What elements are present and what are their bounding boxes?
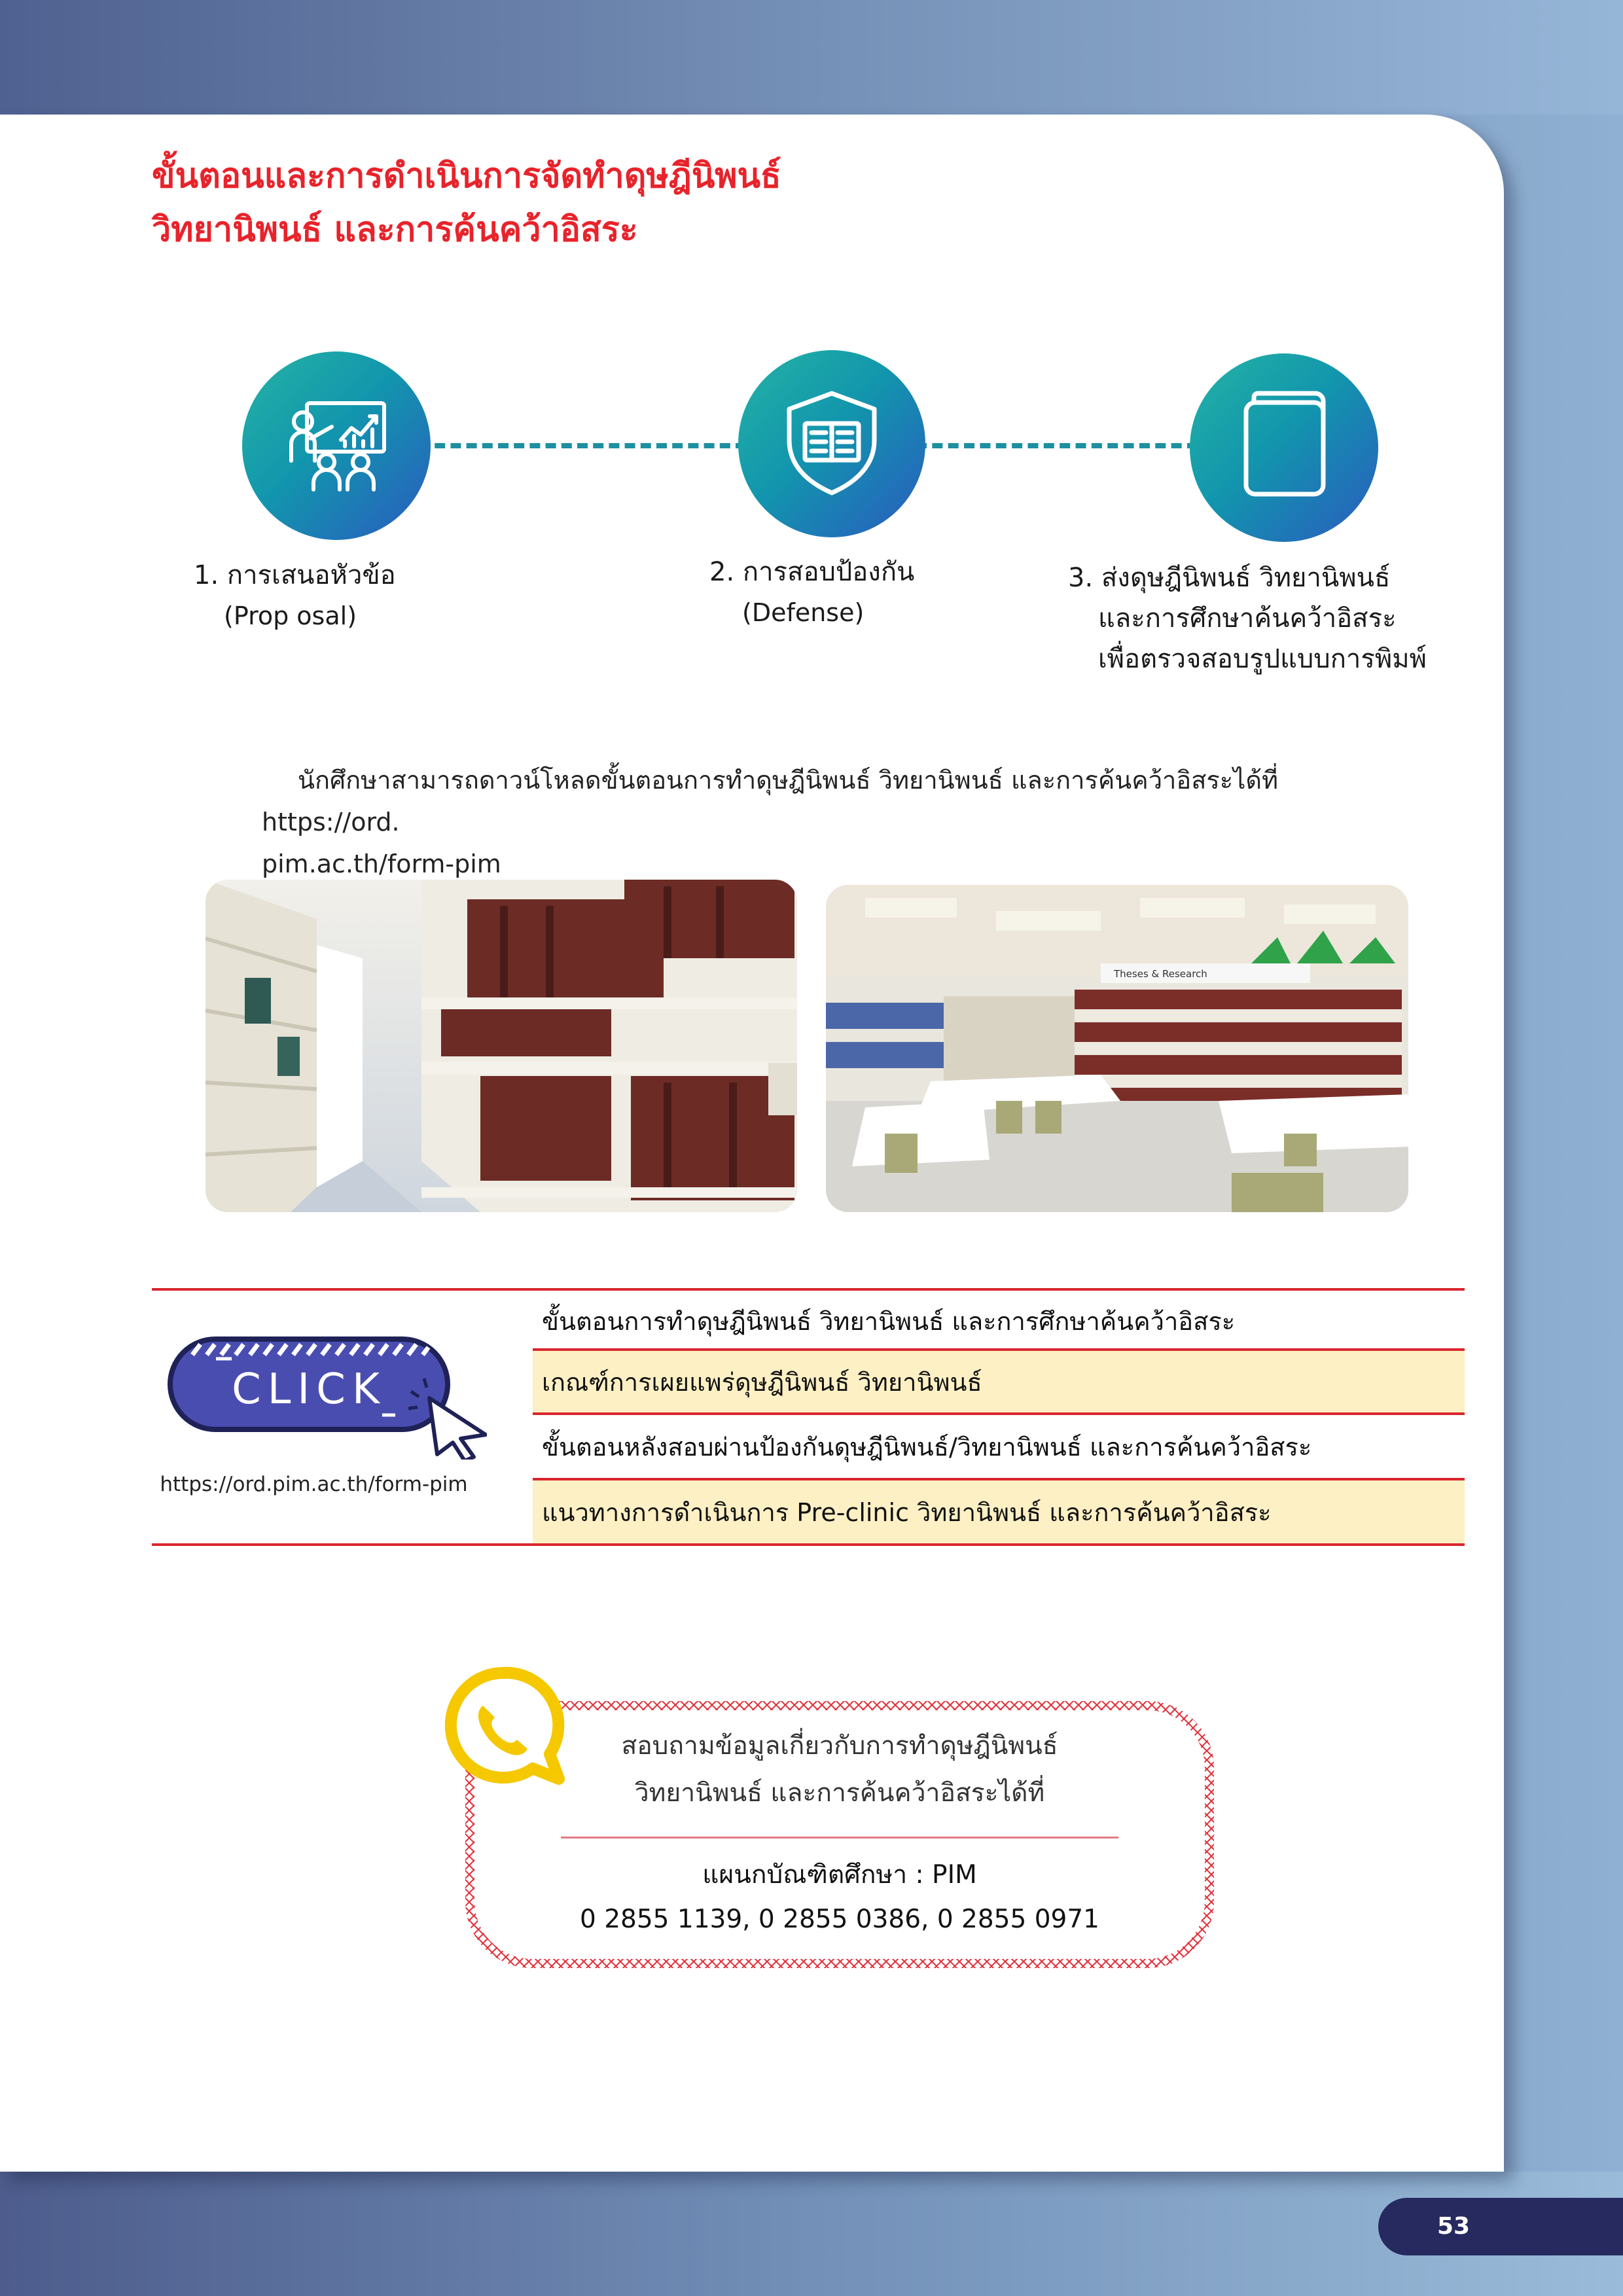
link-table	[152, 1288, 1465, 1546]
book-icon	[1232, 391, 1336, 505]
step-1-subtitle: (Prop osal)	[224, 601, 357, 630]
shield-book-icon	[776, 387, 887, 501]
library-reading-room-photo	[826, 885, 1408, 1212]
step-1-title: 1. การเสนอหัวข้อ	[194, 560, 396, 590]
top-band	[0, 0, 1623, 115]
table-rule-bottom	[152, 1543, 1465, 1546]
download-note	[262, 759, 1374, 885]
click-button[interactable]	[166, 1335, 448, 1433]
library-stacks-photo	[205, 880, 797, 1212]
title-line-2: วิทยานิพนธ์ และการค้นคว้าอิสระ	[152, 210, 638, 249]
step-2-subtitle: (Defense)	[742, 598, 865, 627]
contact-department: แผนกบัณฑิตศึกษา : PIM	[702, 1860, 977, 1890]
click-button-label: CLICK	[232, 1365, 386, 1414]
step-3-title: 3. ส่งดุษฎีนิพนธ์ วิทยานิพนธ์	[1068, 563, 1391, 593]
contact-line-1: สอบถามข้อมูลเกี่ยวกับการทำดุษฎีนิพนธ์	[621, 1731, 1058, 1761]
contact-divider	[561, 1837, 1118, 1839]
title-line-1: ขั้นตอนและการดำเนินการจัดทำดุษฎีนิพนธ์	[152, 156, 781, 196]
phone-icon	[437, 1662, 568, 1793]
download-note-line-2: pim.ac.th/form-pim	[262, 850, 501, 878]
theses-research-sign: Theses & Research	[1114, 968, 1207, 980]
step-1-label	[194, 555, 396, 636]
contact-phones[interactable]: 0 2855 1139, 0 2855 0386, 0 2855 0971	[580, 1905, 1099, 1934]
page-number: 53	[1378, 2198, 1623, 2255]
step-connector-2	[916, 443, 1198, 448]
click-url[interactable]: https://ord.pim.ac.th/form-pim	[160, 1473, 468, 1496]
link-item-4[interactable]: แนวทางการดำเนินการ Pre-clinic วิทยานิพนธ์ และการค้นคว้าอิสระ	[533, 1480, 1465, 1543]
contact-text	[465, 1723, 1215, 1942]
step-connector-1	[419, 443, 746, 448]
download-note-line-1: นักศึกษาสามารถดาวน์โหลดขั้นตอนการทำดุษฎีนิพนธ์ วิทยานิพนธ์ และการค้นคว้าอิสระได้ที่ https://ord.	[262, 766, 1279, 836]
step-3-line-2: และการศึกษาค้นคว้าอิสระ	[1098, 603, 1397, 634]
page-title	[152, 149, 781, 257]
link-item-2[interactable]: เกณฑ์การเผยแพร่ดุษฎีนิพนธ์ วิทยานิพนธ์	[533, 1351, 1465, 1412]
step-3-line-3: เพื่อตรวจสอบรูปแบบการพิมพ์	[1098, 644, 1427, 674]
step-2-label	[709, 552, 914, 633]
presentation-icon	[281, 389, 392, 503]
link-item-3[interactable]: ขั้นตอนหลังสอบผ่านป้องกันดุษฎีนิพนธ์/วิทยานิพนธ์ และการค้นคว้าอิสระ	[542, 1432, 1312, 1462]
step-3-circle	[1190, 353, 1378, 542]
step-2-circle	[738, 350, 925, 537]
step-1-circle	[242, 351, 431, 540]
step-2-title: 2. การสอบป้องกัน	[709, 557, 915, 587]
contact-line-2: วิทยานิพนธ์ และการค้นคว้าอิสระได้ที่	[634, 1778, 1045, 1808]
step-3-label	[1068, 558, 1427, 679]
link-item-1[interactable]: ขั้นตอนการทำดุษฎีนิพนธ์ วิทยานิพนธ์ และการศึกษาค้นคว้าอิสระ	[542, 1306, 1236, 1336]
